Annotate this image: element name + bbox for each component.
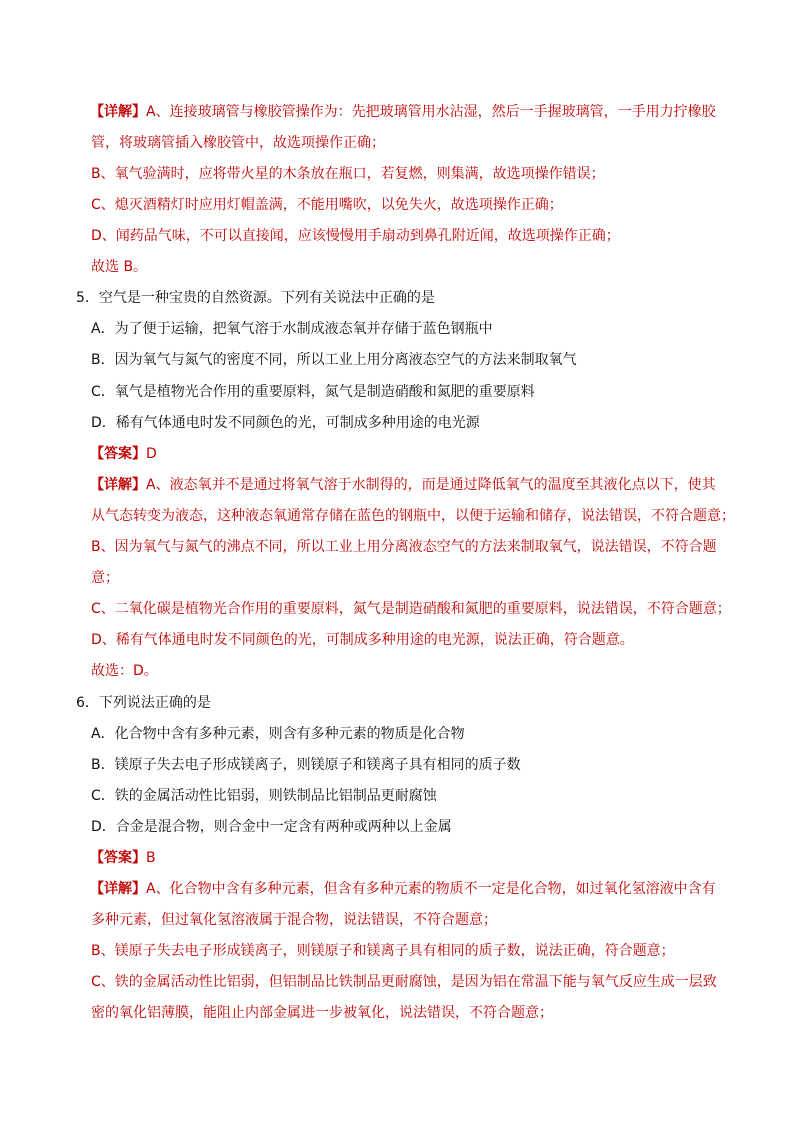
q6-explanation-line-3: B、镁原子失去电子形成镁离子，则镁原子和镁离子具有相同的质子数，说法正确，符合题意；	[91, 943, 675, 959]
answer-tag: 【答案】	[90, 850, 146, 866]
answer-value: B	[146, 850, 156, 866]
explanation-tag: 【详解】	[90, 477, 146, 493]
q6-answer	[90, 848, 156, 868]
prev-explanation-line-3: B、氧气验满时，应将带火星的木条放在瓶口，若复燃，则集满，故选项操作错误；	[91, 166, 605, 182]
answer-tag: 【答案】	[90, 446, 146, 462]
q6-option-c: C．铁的金属活动性比铝弱，则铁制品比铝制品更耐腐蚀	[91, 788, 437, 804]
q5-option-a: A．为了便于运输，把氧气溶于水制成液态氧并存储于蓝色钢瓶中	[91, 321, 493, 337]
prev-conclusion: 故选 B。	[91, 259, 148, 275]
answer-value: D	[146, 446, 157, 462]
q5-explanation-line-6: D、稀有气体通电时发不同颜色的光，可制成多种用途的电光源，说法正确，符合题意。	[91, 632, 634, 648]
prev-explanation-line-5: D、闻药品气味，不可以直接闻，应该慢慢用手扇动到鼻孔附近闻，故选项操作正确；	[91, 228, 620, 244]
q5-explanation-line-1: 【详解】A、液态氧并不是通过将氧气溶于水制得的，而是通过降低氧气的温度至其液化点以下，使其	[90, 477, 716, 493]
q5-stem: 5．空气是一种宝贵的自然资源。下列有关说法中正确的是	[76, 290, 435, 306]
prev-explanation-line-2: 管，将玻璃管插入橡胶管中，故选项操作正确；	[91, 135, 385, 151]
prev-explanation-line-4: C、熄灭酒精灯时应用灯帽盖满，不能用嘴吹，以免失火，故选项操作正确；	[91, 197, 563, 213]
q6-explanation-line-1: 【详解】A、化合物中含有多种元素，但含有多种元素的物质不一定是化合物，如过氧化氢溶液中含有	[90, 881, 716, 897]
prev-explanation-line-1: 【详解】A、连接玻璃管与橡胶管操作为：先把玻璃管用水沾湿，然后一手握玻璃管，一手用力拧橡胶	[90, 104, 716, 120]
q5-explanation-line-2: 从气态转变为液态，这种液态氧通常存储在蓝色的钢瓶中，以便于运输和储存，说法错误，不符合题意；	[91, 508, 735, 524]
q6-option-a: A．化合物中含有多种元素，则含有多种元素的物质是化合物	[91, 726, 465, 742]
q5-option-b: B．因为氧气与氮气的密度不同，所以工业上用分离液态空气的方法来制取氧气	[91, 352, 577, 368]
q5-option-d: D．稀有气体通电时发不同颜色的光，可制成多种用途的电光源	[91, 415, 480, 431]
q5-explanation-line-4: 意；	[91, 570, 119, 586]
q6-explanation-line-2: 多种元素，但过氧化氢溶液属于混合物，说法错误，不符合题意；	[91, 912, 497, 928]
q5-option-c: C．氧气是植物光合作用的重要原料，氮气是制造硝酸和氮肥的重要原料	[91, 384, 535, 400]
q5-conclusion: 故选：D。	[91, 663, 158, 679]
q5-answer	[90, 444, 157, 464]
q5-explanation-line-3: B、因为氧气与氮气的沸点不同，所以工业上用分离液态空气的方法来制取氧气，说法错误，不符合题	[91, 539, 717, 555]
explanation-tag: 【详解】	[90, 104, 146, 120]
q6-explanation-line-4: C、铁的金属活动性比铝弱，但铝制品比铁制品更耐腐蚀，是因为铝在常温下能与氧气反应生成一层致	[91, 974, 717, 990]
q6-explanation-line-5: 密的氧化铝薄膜，能阻止内部金属进一步被氧化，说法错误，不符合题意；	[91, 1005, 553, 1021]
q6-option-b: B．镁原子失去电子形成镁离子，则镁原子和镁离子具有相同的质子数	[91, 757, 521, 773]
explanation-tag: 【详解】	[90, 881, 146, 897]
q5-explanation-line-5: C、二氧化碳是植物光合作用的重要原料，氮气是制造硝酸和氮肥的重要原料，说法错误，不符合题意；	[91, 601, 731, 617]
q6-stem: 6．下列说法正确的是	[76, 695, 211, 711]
q6-option-d: D．合金是混合物，则合金中一定含有两种或两种以上金属	[91, 819, 452, 835]
